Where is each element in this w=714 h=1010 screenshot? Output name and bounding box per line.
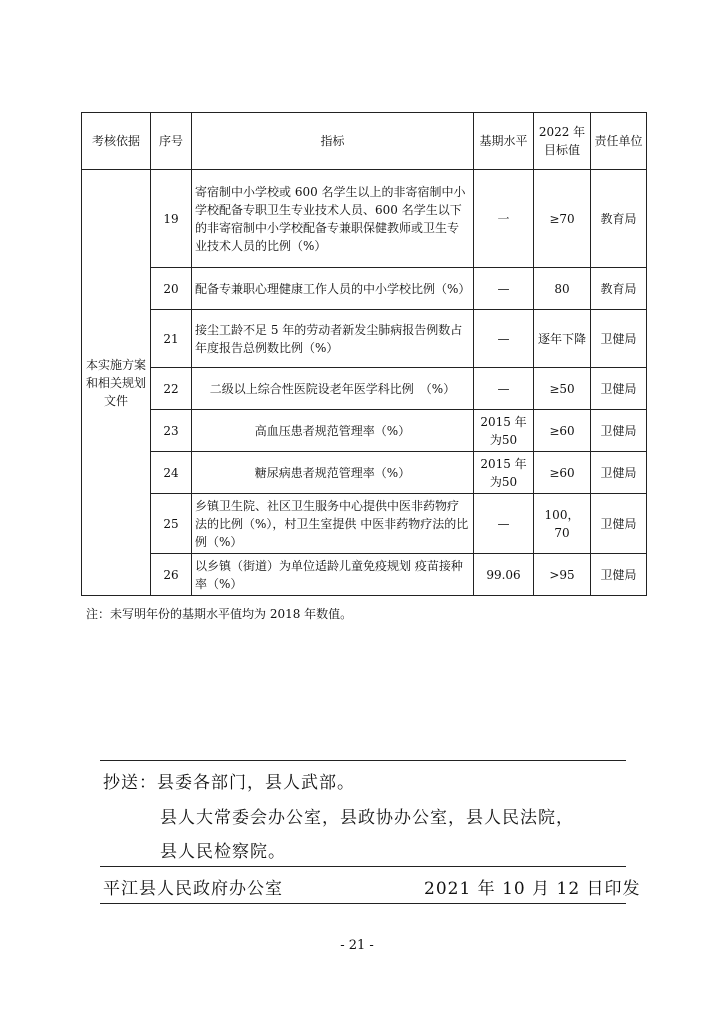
row-indicator: 寄宿制中小学校或 600 名学生以上的非寄宿制中小学校配备专职卫生专业技术人员、600 名学生以下的非寄宿制中小学校配备专兼职保健教师或卫生专业技术人员的比例（%） <box>192 170 474 268</box>
indicator-table <box>81 112 647 596</box>
row-indicator: 配备专兼职心理健康工作人员的中小学校比例（%） <box>192 268 474 310</box>
row-baseline: 2015 年为50 <box>474 452 534 494</box>
page-number: - 21 - <box>340 938 374 953</box>
middle-divider <box>100 866 626 867</box>
table-note: 注：未写明年份的基期水平值均为 2018 年数值。 <box>86 607 353 621</box>
row-indicator: 接尘工龄不足 5 年的劳动者新发尘肺病报告例数占年度报告总例数比例（%） <box>192 310 474 368</box>
row-target: >95 <box>534 554 591 596</box>
row-baseline: 一 <box>474 170 534 268</box>
row-number: 26 <box>151 554 192 596</box>
table-row <box>82 310 647 368</box>
table-row <box>82 452 647 494</box>
row-target: ≥60 <box>534 452 591 494</box>
table-header-row <box>82 113 647 170</box>
cc-line-1: 抄送：县委各部门，县人武部。 <box>103 773 355 793</box>
row-unit: 教育局 <box>591 170 647 268</box>
basis-cell: 本实施方案和相关规划文件 <box>82 170 151 596</box>
row-indicator: 乡镇卫生院、社区卫生服务中心提供中医非药物疗法的比例（%），村卫生室提供 中医非药物疗法的比例（%） <box>192 494 474 554</box>
issuer-name: 平江县人民政府办公室 <box>103 879 283 899</box>
issue-date: 2021 年 10 月 12 日印发 <box>424 879 641 899</box>
row-unit: 卫健局 <box>591 310 647 368</box>
row-unit: 卫健局 <box>591 410 647 452</box>
table-row <box>82 494 647 554</box>
table-row <box>82 410 647 452</box>
row-unit: 卫健局 <box>591 494 647 554</box>
row-unit: 卫健局 <box>591 368 647 410</box>
row-target: 80 <box>534 268 591 310</box>
header-target: 2022 年目标值 <box>534 113 591 170</box>
top-divider <box>100 760 626 761</box>
header-number: 序号 <box>151 113 192 170</box>
row-target: 100，70 <box>534 494 591 554</box>
row-indicator: 高血压患者规范管理率（%） <box>192 410 474 452</box>
row-unit: 卫健局 <box>591 554 647 596</box>
row-number: 24 <box>151 452 192 494</box>
cc-line-3: 县人民检察院。 <box>160 842 286 862</box>
row-indicator: 二级以上综合性医院设老年医学科比例 （%） <box>192 368 474 410</box>
header-basis: 考核依据 <box>82 113 151 170</box>
row-target: ≥70 <box>534 170 591 268</box>
row-number: 22 <box>151 368 192 410</box>
row-number: 20 <box>151 268 192 310</box>
row-number: 23 <box>151 410 192 452</box>
row-unit: 卫健局 <box>591 452 647 494</box>
row-baseline: 99.06 <box>474 554 534 596</box>
table-row <box>82 170 647 268</box>
header-unit: 责任单位 <box>591 113 647 170</box>
row-baseline: — <box>474 268 534 310</box>
row-baseline: — <box>474 310 534 368</box>
row-baseline: — <box>474 368 534 410</box>
row-number: 19 <box>151 170 192 268</box>
row-number: 25 <box>151 494 192 554</box>
table-row <box>82 368 647 410</box>
table-row <box>82 554 647 596</box>
row-indicator: 糖尿病患者规范管理率（%） <box>192 452 474 494</box>
bottom-divider <box>100 903 626 904</box>
row-number: 21 <box>151 310 192 368</box>
row-target: ≥60 <box>534 410 591 452</box>
header-indicator: 指标 <box>192 113 474 170</box>
cc-line-2: 县人大常委会办公室，县政协办公室，县人民法院， <box>160 808 574 828</box>
row-target: 逐年下降 <box>534 310 591 368</box>
row-target: ≥50 <box>534 368 591 410</box>
row-unit: 教育局 <box>591 268 647 310</box>
row-baseline: 2015 年为50 <box>474 410 534 452</box>
header-baseline: 基期水平 <box>474 113 534 170</box>
row-indicator: 以乡镇（街道）为单位适龄儿童免疫规划 疫苗接种率（%） <box>192 554 474 596</box>
row-baseline: — <box>474 494 534 554</box>
table-row <box>82 268 647 310</box>
